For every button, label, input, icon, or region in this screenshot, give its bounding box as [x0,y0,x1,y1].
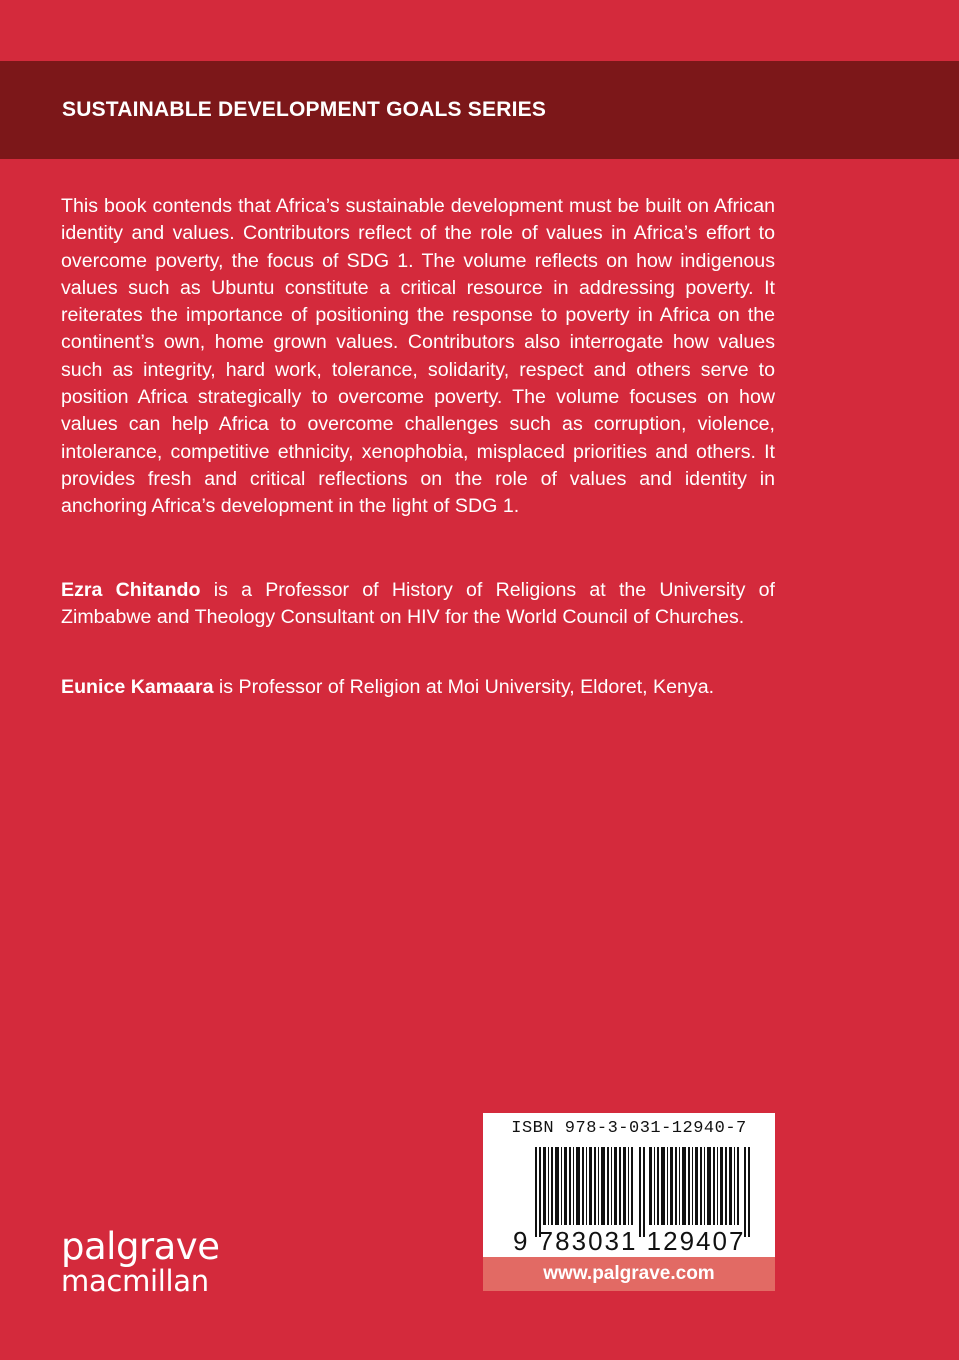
isbn-barcode-box [483,1113,775,1262]
publisher-url-bar [483,1257,775,1291]
author-bio-text-2: is Professor of Religion at Moi University, Eldoret, Kenya. [213,676,715,698]
author-bio-1 [61,577,775,632]
publisher-logo-line2: macmillan [61,1264,209,1298]
author-bio-2 [61,674,775,701]
book-blurb: This book contends that Africa’s sustainable development must be built on African identity and values. Contributors reflect of the role of values in Africa’s effort to overcome poverty, the focus of SDG 1. The volume reflects on how indigenous values such as Ubuntu constitute a critical resource in addressing poverty. It reiterates the importance of positioning the response to poverty in Africa on the continent’s own, home grown values. Contributors also interrogate how values such as integrity, hard work, tolerance, solidarity, respect and others serve to position Africa strategically to overcome poverty. The volume focuses on how values can help Africa to overcome challenges such as corruption, violence, intolerance, competitive ethnicity, xenophobia, misplaced priorities and others. It provides fresh and critical reflections on the role of values and identity in anchoring Africa’s development in the light of SDG 1. [61,195,775,518]
author-bio-text-1: is a Professor of History of Religions at the University of Zimbabwe and Theology Consultant on HIV for the World Council of Churches. [61,579,775,629]
barcode-digits: 9 783031 129407 [513,1226,746,1256]
author-name-2: Eunice Kamaara [61,676,214,698]
publisher-url[interactable]: www.palgrave.com [543,1263,715,1284]
series-title: SUSTAINABLE DEVELOPMENT GOALS SERIES [62,98,547,121]
publisher-logo-line1: palgrave [61,1225,220,1268]
barcode-icon [535,1147,753,1237]
isbn-label: ISBN 978-3-031-12940-7 [511,1119,747,1138]
author-name-1: Ezra Chitando [61,579,201,601]
publisher-logo [61,1225,220,1298]
